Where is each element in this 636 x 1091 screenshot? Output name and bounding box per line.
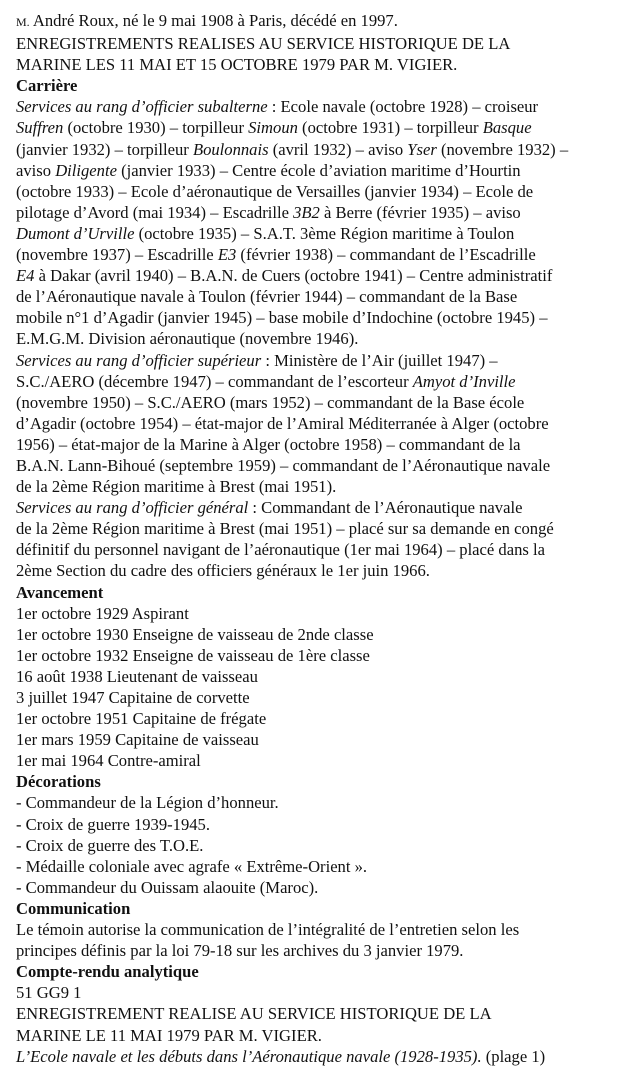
avancement-list (16, 603, 634, 772)
carriere-line (16, 244, 634, 265)
carriere-text (16, 96, 634, 581)
communication-line: principes définis par la loi 79-18 sur les archives du 3 janvier 1979. (16, 941, 464, 961)
text-run: : Commandant de l’Aéronautique navale (248, 498, 523, 518)
section-heading-communication: Communication (16, 898, 131, 918)
text-run: pilotage d’Avord (mai 1934) – Escadrille (16, 202, 294, 222)
carriere-line (16, 455, 634, 476)
section-heading-decorations: Décorations (16, 772, 101, 792)
plage-title: L’Ecole navale et les débuts dans l’Aéronautique navale (1928-1935). (16, 1046, 482, 1066)
text-run: B.A.N. Lann-Bihoué (septembre 1959) – commandant de l’Aéronautique navale (16, 455, 551, 475)
italic-run: Diligente (55, 160, 117, 180)
italic-run: Yser (407, 139, 437, 159)
title-prefix: M. (16, 15, 30, 29)
carriere-line (16, 286, 634, 307)
carriere-line (16, 160, 634, 181)
text-run: mobile n°1 d’Agadir (janvier 1945) – base mobile d’Indochine (octobre 1945) – (16, 308, 548, 328)
text-run: (octobre 1935) – S.A.T. 3ème Région maritime à Toulon (134, 223, 515, 243)
carriere-line (16, 371, 634, 392)
text-run: (janvier 1933) – Centre école d’aviation maritime d’Hourtin (116, 160, 521, 180)
text-run: d’Agadir (octobre 1954) – état-major de l’Amiral Méditerranée à Alger (octobre (16, 413, 549, 433)
archive-cote: 51 GG9 1 (16, 983, 82, 1003)
avancement-item: 1er octobre 1932 Enseigne de vaisseau de 1ère classe (16, 645, 370, 665)
text-run: : Ecole navale (octobre 1928) – croiseur (267, 97, 539, 117)
avancement-item: 16 août 1938 Lieutenant de vaisseau (16, 666, 258, 686)
decoration-item: - Croix de guerre 1939-1945. (16, 814, 211, 834)
italic-run: Boulonnais (192, 139, 269, 159)
person-title (16, 10, 634, 33)
text-run: (avril 1932) – aviso (268, 139, 408, 159)
carriere-line (16, 518, 634, 539)
carriere-line (16, 328, 634, 349)
carriere-line (16, 139, 634, 160)
italic-run: 3B2 (293, 202, 320, 222)
text-run: de l’Aéronautique navale à Toulon (février 1944) – commandant de la Base (16, 287, 518, 307)
carriere-line (16, 223, 634, 244)
decoration-item: - Croix de guerre des T.O.E. (16, 835, 204, 855)
document-page (16, 10, 634, 1067)
carriere-line (16, 560, 634, 581)
avancement-item: 1er mars 1959 Capitaine de vaisseau (16, 730, 259, 750)
carriere-line (16, 96, 634, 117)
italic-run: Services au rang d’officier général (16, 498, 249, 518)
italic-run: Services au rang d’officier subalterne (16, 97, 268, 117)
text-run: à Berre (février 1935) – aviso (319, 202, 521, 222)
title-rest: André Roux, né le 9 mai 1908 à Paris, décédé en 1997. (29, 11, 398, 30)
text-run: (octobre 1933) – Ecole d’aéronautique de Versailles (janvier 1934) – Ecole de (16, 181, 534, 201)
text-run: (février 1938) – commandant de l’Escadrille (236, 245, 536, 265)
carriere-line (16, 539, 634, 560)
carriere-line (16, 497, 634, 518)
decoration-item: - Commandeur du Ouissam alaouite (Maroc). (16, 877, 319, 897)
text-run: (janvier 1932) – torpilleur (16, 139, 193, 159)
carriere-line (16, 181, 634, 202)
carriere-line (16, 392, 634, 413)
carriere-line (16, 434, 634, 455)
italic-run: Amyot d’Inville (412, 371, 516, 391)
avancement-item: 1er mai 1964 Contre-amiral (16, 751, 201, 771)
avancement-item: 1er octobre 1951 Capitaine de frégate (16, 709, 267, 729)
text-run: définitif du personnel navigant de l’aéronautique (1er mai 1964) – placé dans la (16, 540, 545, 560)
decorations-list (16, 792, 634, 897)
avancement-item: 1er octobre 1929 Aspirant (16, 603, 189, 623)
plage-entry (16, 1046, 634, 1067)
text-run: (octobre 1931) – torpilleur (297, 118, 483, 138)
italic-run: Basque (482, 118, 532, 138)
text-run: à Dakar (avril 1940) – B.A.N. de Cuers (octobre 1941) – Centre administratif (34, 266, 553, 286)
text-run: (novembre 1950) – S.C./AERO (mars 1952) – commandant de la Base école (16, 392, 525, 412)
avancement-item: 1er octobre 1930 Enseigne de vaisseau de 2nde classe (16, 624, 374, 644)
text-run: (novembre 1932) – (436, 139, 569, 159)
plage-label: (plage 1) (481, 1046, 546, 1066)
section-heading-carriere: Carrière (16, 76, 78, 96)
text-run: 1956) – état-major de la Marine à Alger (octobre 1958) – commandant de la (16, 434, 521, 454)
decoration-item: - Médaille coloniale avec agrafe « Extrême-Orient ». (16, 856, 368, 876)
recording-line: MARINE LE 11 MAI 1979 PAR M. VIGIER. (16, 1025, 322, 1045)
text-run: (octobre 1930) – torpilleur (63, 118, 249, 138)
recording-line: ENREGISTREMENT REALISE AU SERVICE HISTORIQUE DE LA (16, 1004, 492, 1024)
text-run: 2ème Section du cadre des officiers généraux le 1er juin 1966. (16, 561, 430, 581)
italic-run: Simoun (248, 118, 298, 138)
carriere-line (16, 307, 634, 328)
italic-run: Services au rang d’officier supérieur (16, 350, 262, 370)
decoration-item: - Commandeur de la Légion d’honneur. (16, 793, 279, 813)
section-heading-compte-rendu: Compte-rendu analytique (16, 962, 199, 982)
text-run: aviso (16, 160, 56, 180)
text-run: de la 2ème Région maritime à Brest (mai 1951). (16, 477, 337, 497)
carriere-line (16, 413, 634, 434)
carriere-line (16, 117, 634, 138)
italic-run: Dumont d’Urville (16, 223, 135, 243)
carriere-line (16, 476, 634, 497)
carriere-line (16, 265, 634, 286)
carriere-line (16, 350, 634, 371)
recording-line: ENREGISTREMENTS REALISES AU SERVICE HISTORIQUE DE LA (16, 34, 511, 54)
avancement-item: 3 juillet 1947 Capitaine de corvette (16, 688, 250, 707)
text-run: : Ministère de l’Air (juillet 1947) – (261, 350, 498, 370)
italic-run: Suffren (16, 118, 64, 138)
carriere-line (16, 202, 634, 223)
text-run: S.C./AERO (décembre 1947) – commandant de l’escorteur (16, 371, 413, 391)
text-run: E.M.G.M. Division aéronautique (novembre 1946). (16, 329, 359, 349)
text-run: (novembre 1937) – Escadrille (16, 245, 218, 265)
communication-line: Le témoin autorise la communication de l’intégralité de l’entretien selon les (16, 920, 520, 940)
italic-run: E3 (217, 245, 237, 265)
text-run: de la 2ème Région maritime à Brest (mai 1951) – placé sur sa demande en congé (16, 519, 554, 539)
italic-run: E4 (16, 266, 35, 286)
section-heading-avancement: Avancement (16, 582, 104, 602)
recording-line: MARINE LES 11 MAI ET 15 OCTOBRE 1979 PAR M. VIGIER. (16, 55, 458, 75)
